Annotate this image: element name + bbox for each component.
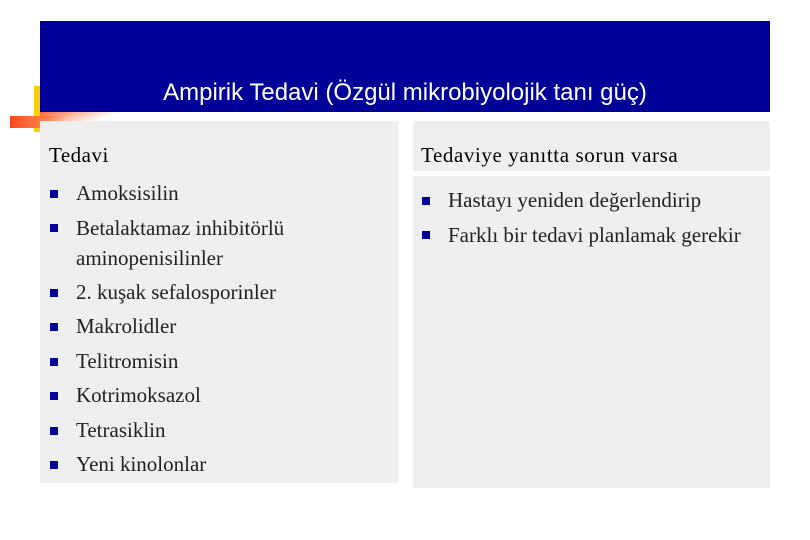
- list-item: [49, 275, 389, 310]
- list-item: [49, 344, 389, 379]
- list-item: [49, 413, 389, 448]
- right-bullet-list: [421, 183, 761, 252]
- square-bullet-icon: [50, 224, 58, 232]
- list-item-text: 2. kuşak sefalosporinler: [76, 279, 277, 304]
- right-heading: Tedaviye yanıtta sorun varsa: [421, 143, 679, 167]
- list-item: [49, 309, 389, 344]
- list-item: [49, 378, 389, 413]
- square-bullet-icon: [50, 323, 58, 331]
- left-column: [40, 121, 398, 483]
- list-item: [49, 447, 389, 482]
- list-item-text: Amoksisilin: [76, 181, 179, 205]
- square-bullet-icon: [50, 427, 58, 435]
- list-item-text: Betalaktamaz inhibitörlü aminopenisilinler: [76, 215, 285, 270]
- list-item-text: Kotrimoksazol: [76, 383, 201, 407]
- list-item: [49, 176, 389, 211]
- square-bullet-icon: [50, 461, 58, 469]
- right-heading-panel: [413, 121, 770, 171]
- slide-title: Ampirik Tedavi (Özgül mikrobiyolojik tanı güç): [163, 79, 647, 106]
- square-bullet-icon: [50, 392, 58, 400]
- square-bullet-icon: [422, 231, 430, 239]
- square-bullet-icon: [50, 289, 58, 297]
- square-bullet-icon: [422, 197, 430, 205]
- list-item-text: Yeni kinolonlar: [76, 452, 207, 476]
- list-item-text: Telitromisin: [76, 348, 179, 373]
- left-heading: Tedavi: [49, 143, 109, 167]
- list-item-text: Makrolidler: [76, 314, 177, 338]
- list-item: [421, 218, 761, 252]
- list-item: [421, 183, 761, 218]
- right-column: [413, 176, 770, 488]
- square-bullet-icon: [50, 190, 58, 198]
- list-item-text: Tetrasiklin: [76, 417, 166, 442]
- list-item-text: Farklı bir tedavi planlamak gerekir: [448, 222, 741, 247]
- list-item-text: Hastayı yeniden değerlendirip: [448, 188, 702, 212]
- square-bullet-icon: [50, 358, 58, 366]
- list-item: [49, 211, 389, 275]
- left-bullet-list: [49, 176, 389, 482]
